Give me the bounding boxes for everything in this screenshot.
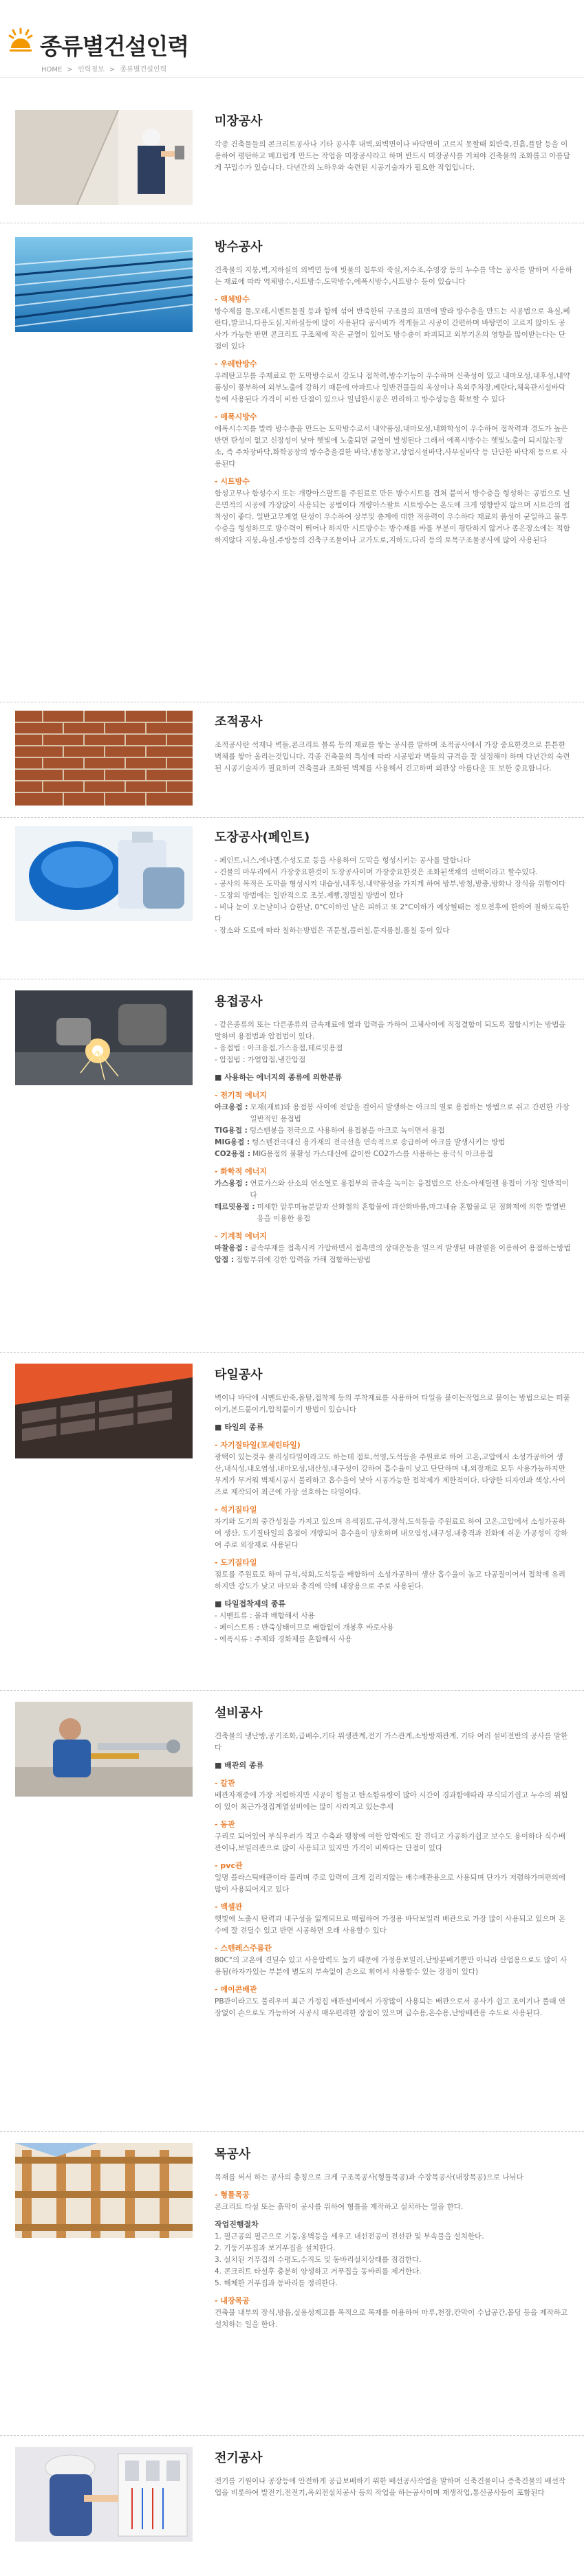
breadcrumb-current: 종류별건설인력 (120, 66, 167, 74)
subsection-title: - 동관 (215, 1819, 572, 1831)
term: 아크용접 : (215, 1103, 248, 1111)
list-item: - 공사의 목적은 도막을 형성시켜 내습성,내후성,내약품성을 가지게 하여 방부,방청,방충,방화나 장식을 위함이다 (215, 878, 572, 890)
breadcrumb-home[interactable]: HOME (41, 66, 63, 74)
section-plumbing (0, 1691, 584, 2132)
section-body: 조적공사란 석재나 벽돌,콘크리트 블록 등의 재료를 쌓는 공사를 말하며 조적공사에서 가장 중요한것으로 튼튼한 벽체를 쌓아 올리는것입니다. 각종 건축물의 특성에 따라 시공법과 벽돌의 규격을 잘 설정해야 하며 다년간의 숙련된 시공기술자가 필요하며 건축물과 조화된 벽체를 사용해서 견고하며 외관상 아름다운 또 보한 중요합니다. (215, 741, 570, 773)
section-intro: 벽이나 바닥에 시멘트반죽,몰탈,접착제 등의 부착재료를 사용하여 타일을 붙이는작업으로 붙이는 방법으로는 떠붙이기,본드붙이기,압착붙이기 방법이 있습니다 (215, 1394, 570, 1414)
section-carpentry (0, 2132, 584, 2436)
section-electrical (0, 2436, 584, 2566)
term: TIG용접 : (215, 1126, 248, 1135)
work-procedure-heading: 작업진행절차 (215, 2220, 259, 2229)
welding-intro-list (215, 1019, 572, 1066)
section-body: 각종 건축물들의 콘크리트공사나 기타 공사후 내벽,외벽면이나 바닥면이 고르지 못할때 회반죽,진흙,플탈 등을 이용하여 평탄하고 매끄럽게 만드는 작업을 미장공사라고 하며 반드시 미장공사를 거쳐야 건축물의 조화롭고 아름답게 꾸밀수가 있습니다. 다년간의 노하우와 숙련된 시공기술자가 필요한 작업입니다. (215, 140, 570, 172)
term: 테르밋용접 : (215, 1203, 255, 1211)
subsection-title: - 전기적 에너지 (215, 1089, 572, 1102)
subsection-body: 점토를 주원료로 하여 규석,석회,도석등을 배합하여 소성가공하여 생산 흡수율이 높고 다공질이어서 접착에 유리하지만 강도가 낮고 마모와 충격에 약해 내장용으로 주로 사용된다. (215, 1570, 565, 1590)
procedure-step: 2. 기둥거푸집과 보거푸집을 설치한다. (215, 2244, 336, 2252)
subsection-body: 에폭시수지를 발라 방수층을 만드는 도막방수로서 내약품성,내마모성,내화학성이 우수하여 접착력과 경도가 높은반면 탄성이 없고 신장성이 낮아 햇빛에 노출되면 균열이 발생된다 그래서 에폭시방수는 햇빛노출이 되지않는장소, 즉 주차장바닥,화학공장의 방수층을겸한 바닥,냉동창고,상업시설바닥,사무실바닥 등 단단한 바닥재 등으로 사용된다 (215, 425, 568, 468)
plastering-photo (15, 110, 193, 205)
subsection-title: - 자기질타일(포세린타일) (215, 1439, 572, 1452)
section-title: 방수공사 (215, 240, 263, 254)
section-title: 미장공사 (215, 114, 263, 129)
term: 마찰용접 : (215, 1244, 248, 1252)
definition: 텅스텐전극대신 용가재의 전극선을 연속적으로 송급하여 아크를 발생시키는 방법 (252, 1138, 506, 1146)
subsection-title: - 갈관 (215, 1777, 572, 1790)
subsection-body: 배관자재중에 가장 저렴하지만 시공이 힘들고 탄소함유량이 많아 시간이 경과함에따라 부식되기쉽고 누수의 위험이 있어 최근가정집계열설비에는 많이 사라지고 있는추세 (215, 1791, 568, 1811)
subsection-body: 건축물 내부의 장식,방음,실용성제고를 목적으로 목재를 이용하여 마루,천장,칸막이 수납공간,몰딩 등을 제작하고 설치하는 일을 한다. (215, 2309, 568, 2329)
sun-logo-icon (7, 27, 34, 55)
subsection-title: - 에이콘배관 (215, 1984, 572, 1996)
subsection-title: - 액체방수 (215, 293, 572, 306)
welding-definition-list (215, 1178, 572, 1225)
definition: 접합부위에 강한 압력을 가해 접합하는방법 (236, 1256, 371, 1264)
section-title: 목공사 (215, 2147, 251, 2162)
definition: 연료가스와 산소의 연소열로 용접부의 금속을 녹이는 융접법으로 산소-아세틸렌 용접이 가장 일반적이다 (250, 1179, 569, 1199)
term: CO2용접 : (215, 1150, 251, 1158)
carpentry-photo (15, 2143, 193, 2238)
subsection-body: 햇빛에 노출시 탄력과 내구성을 잃게되므로 매립하여 가정용 바닥보일러 배관으로 가장 많이 사용되고 있으며 온수에 잘 견딜수 있고 반면 시공하면 오래 사용할수 있다 (215, 1915, 565, 1935)
section-body: 전기를 기원이나 공장등에 안전하게 공급보배하기 위한 배선공사작업을 말하며 신축건물이나 증축건물의 배선작업을 비롯하여 발전기,전전기,옥외전설치공사 등의 작업을 하는공사이며 재생작업,통신공사등이 포함된다 (215, 2477, 566, 2497)
subsection-title: - 내장목공 (215, 2295, 572, 2307)
subsection-title: - 화학적 에너지 (215, 1166, 572, 1178)
definition: MIG용접의 불활성 가스대신에 값이싼 CO2가스를 사용하는 용극식 아크용접 (252, 1150, 494, 1158)
list-item: - 페이스트류 : 반죽상태이므로 배합없이 개봉후 바로사용 (215, 1622, 572, 1634)
subsection-title: - 에폭시방수 (215, 411, 572, 423)
pipe-kinds-heading: ■ 배관의 종류 (215, 1759, 572, 1772)
definition: 금속부재를 접촉시켜 가압하면서 접촉면의 상대운동을 일으켜 발생된 마찰열을 이용하여 용접하는방법 (250, 1244, 571, 1252)
section-masonry (0, 702, 584, 818)
subsection-body: PB관이라고도 불리우며 최근 가정집 배관설비에서 가장많이 사용되는 배관으로서 공사가 쉽고 조이기나 풀때 연장없이 손으로도 가능하여 시공시 매우편리한 장점이 있으며 급수용,온수용,난방배관용 수도로 사용된다. (215, 1997, 566, 2017)
subsection-title: - 형틀목공 (215, 2189, 572, 2201)
procedure-step: 5. 해체한 거푸집과 동바리를 정리한다. (215, 2279, 338, 2287)
section-title: 조적공사 (215, 715, 263, 729)
section-plastering (0, 103, 584, 223)
section-title: 용접공사 (215, 995, 263, 1009)
subsection-body: 방수제를 물,모래,시멘트물질 등과 함께 섞어 반죽한뒤 구조물의 표면에 발라 방수층을 만드는 시공법으로 욕실,베란다,발코니,다용도실,지하실등에 많이 사용된다 공사비가 적게들고 시공이 간편하며 바탕면이 고르지 않아도 공사가 가능한 반면 콘크리트 구조체에 작은 균열이 있어도 방수층이 파괴되고 외부기온의 영향을 많이받는다는 단점이 있다 (215, 307, 570, 351)
section-painting (0, 818, 584, 979)
subsection-body: 일명 플라스틱배관이라 불리며 주로 압력이 크게 걸리지않는 배수배관용으로 사용되며 단가가 저렴하가며편의에 많이 사용되어지고 있다 (215, 1874, 566, 1894)
list-item: - 압접법 : 가열압접,냉간압접 (215, 1054, 572, 1066)
welding-definition-list (215, 1243, 572, 1266)
breadcrumb-separator: > (67, 66, 73, 74)
list-item: - 도장의 방법에는 일반적으로 조붓,제빵,정벌칠 방법이 있다 (215, 890, 572, 902)
tile-kinds-heading: ■ 타일의 종류 (215, 1421, 572, 1434)
definition: 텅스텐봉을 전극으로 사용하여 용접봉을 아크로 녹이면서 용접 (249, 1126, 445, 1135)
section-title: 전기공사 (215, 2451, 263, 2465)
definition: 미세한 알루미늄분말과 산화철의 혼합물에 과산화바륨,마그네슘 혼합물로 된 점화제에 의한 발열반응을 이용한 용접 (257, 1203, 566, 1223)
masonry-photo (15, 711, 193, 806)
list-item: - 페인트,니스,에나멜,수성도료 등을 사용하여 도막을 형성시키는 공사를 말합니다 (215, 855, 572, 867)
waterproofing-photo (15, 237, 193, 332)
tile-photo (15, 1364, 193, 1458)
section-welding (0, 979, 584, 1353)
subsection-title: - 시트방수 (215, 476, 572, 488)
section-intro: 목재를 써서 하는 공사의 총칭으로 크게 구조목공사(형틀목공)과 수장목공사(내장목공)으로 나뉘다 (215, 2173, 523, 2181)
subsection-title: - 기계적 에너지 (215, 1230, 572, 1243)
subsection-body: 우레탄고무를 주재료로 한 도막방수로서 강도나 접착력,방수기능이 우수하며 신축성이 있고 내마모성,내후성,내약품성이 풍부하여 외부노출에 강하기 때문에 아파트나 일반건물들의 옥상이나 옥외주차장,베란다,체육관시설바닥 등에 사용된다 가격이 비싼 단점이 있으나 일념한시공은 편리하고 방수성능을 확보할 수 있다 (215, 372, 570, 403)
list-item: - 비나 눈이 오는날이나 습한날, 0°C이하인 날은 피하고 또 2°C이하가 예상될때는 정오전후에 한하여 칠하도록한다 (215, 902, 572, 925)
subsection-title: - pvc관 (215, 1860, 572, 1872)
list-item: - 같은종류의 또는 다른종류의 금속재료에 열과 압력을 가하여 고체사이에 직접결합이 되도록 접합시키는 방법을 말하며 용접법과 압접법이 있다. (215, 1019, 572, 1043)
list-item: - 건물의 마무리에서 가장중요한것이 도장공사이며 가장중요한것은 조화된색채의 선택이라고 할수있다. (215, 867, 572, 878)
section-tile (0, 1353, 584, 1691)
painting-list (215, 855, 572, 937)
section-title: 타일공사 (215, 1368, 263, 1382)
procedure-step: 1. 필근공의 필근으로 기둥,옹벽등을 세우고 내선전공이 전선관 및 부속물을 설치한다. (215, 2232, 484, 2241)
subsection-title: - 석기질타일 (215, 1504, 572, 1516)
subsection-title: - 스텐레스주름관 (215, 1942, 572, 1955)
section-title: 설비공사 (215, 1706, 263, 1720)
subsection-body: 80C°의 고온에 견딜수 있고 사용압력도 높기 때문에 가정용보일러,난방분배기뿐만 아니라 산업용으로도 많이 사용됨(하자가있는 부분에 별도의 부속없이 손으로 휘어서 사용할수 있는 장점이 있다) (215, 1956, 567, 1976)
definition: 모재(재료)와 용접봉 사이에 전압을 걸어서 발생하는 아크의 열로 용접하는 방법으로 쉬고 간편한 가장 일반적인 용접법 (250, 1103, 570, 1123)
term: 압접 : (215, 1256, 235, 1264)
term: 가스용접 : (215, 1179, 248, 1188)
section-intro: 건축물의 지붕,벽,지하실의 외벽면 등에 빗물의 침투와 죽실,저수조,수영장 등의 누수를 막는 공사를 말하며 사용하는 재료에 따라 역체방수,시트방수,도막방수,에폭시방수,시트방수 등이 있습니다 (215, 266, 572, 286)
list-item: - 시멘트류 : 몰과 배합해서 사용 (215, 1610, 572, 1622)
welding-classification-heading: ■ 사용하는 에너지의 종류에 의한분류 (215, 1072, 572, 1084)
list-item: - 에폭시류 : 주제와 경화제를 혼합해서 사용 (215, 1634, 572, 1645)
subsection-title: - 우레탄방수 (215, 358, 572, 370)
breadcrumb (41, 63, 169, 74)
welding-photo (15, 990, 193, 1085)
subsection-body: 구리로 되어있어 부식우려가 적고 수축과 팽창에 여한 압력에도 잘 견디고 가공하기쉽고 보수도 용이하다 식수배관이나,보일러관으로 많이 사용되고 있지만 가격이 비싸다는 단점이 있다 (215, 1832, 565, 1852)
page-header (0, 0, 584, 76)
breadcrumb-separator: > (109, 66, 116, 74)
subsection-body: 합성고무나 합성수지 또는 개량아스팔트를 주원료로 만든 방수시트를 겹쳐 붙여서 방수층을 형성하는 공법으로 널은면적의 시공에 가장많이 사용되는 공법이다 개량아스팔트 시트방수는 온도에 크게 영향받지 않으며 시트간의 접착성이 좋다. 일반고무계열 탄성이 우수하여 상부및 층계에 대한 적응력이 우수하다 재료의 품성이 균일하고 불투수층을 형성하므로 방수력이 뛰어나 하지만 시트방수는 방수재를 바를 부분이 평탄하지 않거나 좁은장소에는 적합하지않다 지붕,욕실,주방등의 건축구조물이나 고가도로,지하도,다리 등의 토목구조물공사에 많이 사용된다 (215, 489, 570, 544)
section-waterproofing (0, 223, 584, 702)
plumbing-photo (15, 1702, 193, 1797)
work-procedure-list (215, 2231, 572, 2289)
breadcrumb-category[interactable]: 인력정보 (78, 66, 105, 74)
list-item: - 융접법 : 아크융접,가스융접,테르밋용접 (215, 1043, 572, 1054)
tile-adhesive-list (215, 1610, 572, 1645)
section-intro: 건축물의 냉난방,공기조화,급배수,기타 위생관계,전기 가스관계,소방방재관계, 기타 여러 설비전반의 공사를 말한다 (215, 1732, 568, 1752)
subsection-body: 자기와 도기의 중간성질을 가지고 있으며 유색점토,규석,장석,도석등을 주원료로 하여 고온,고압에서 소성가공하여 생산, 도기질타일의 흡점이 개량되어 흡수율이 양호하며 내오염성,내구성,내충격과 친화에 쉬운 가공성이 강하여 주로 외장재로 사용된다 (215, 1518, 568, 1549)
subsection-title: - 엑셀관 (215, 1901, 572, 1913)
subsection-body: 콘크리트 타설 또는 흙막이 공사를 위하여 형틀을 제작하고 설치하는 일을 한다. (215, 2203, 464, 2211)
procedure-step: 4. 콘크리트 타설후 충분히 양생하고 거푸집을 동바리를 제거한다. (215, 2267, 422, 2276)
term: MIG용접 : (215, 1138, 250, 1146)
subsection-body: 광택이 있는것우 풀리싱타일이라고도 하는데 점토,석영,도석등을 주원료로 하여 고온,고압에서 소성가공하여 생산,내식성,내오염성,내마모성,내산성,내구성이 강하여 흡수율이 낮고 단단하며 내,외장재로 모두 사용가능하지만 무게가 무거워 벽체시공시 불리하고 흡수율이 낮아 시공가능한 접착제가 제한적이다. 다양한 디자인과 색상,사이즈로 제작되어 최근에 가장 선호하는 타일이다. (215, 1453, 565, 1496)
list-item: - 장소와 도료에 따라 칠하는방법은 귀문칠,플러칠,문지름칠,롤칠 등이 있다 (215, 925, 572, 937)
page-title: 종류별건설인력 (40, 33, 189, 60)
painting-photo (15, 826, 193, 921)
electrical-photo (15, 2447, 193, 2542)
subsection-title: - 도기질타일 (215, 1557, 572, 1569)
tile-adhesive-heading: ■ 타일접착제의 종류 (215, 1598, 572, 1610)
procedure-step: 3. 설치된 거푸집의 수평도,수직도 및 동바리설치상태를 점검한다. (215, 2256, 422, 2264)
welding-definition-list (215, 1102, 572, 1160)
header-divider (0, 77, 584, 78)
section-title: 도장공사(페인트) (215, 830, 310, 845)
